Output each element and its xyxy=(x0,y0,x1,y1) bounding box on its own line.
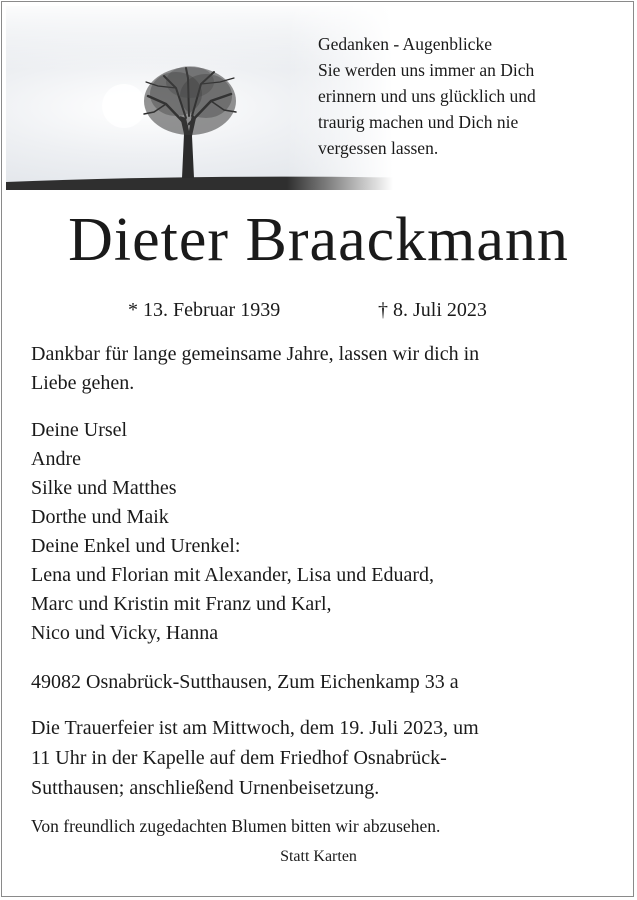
funeral-details xyxy=(31,713,479,803)
flowers-note: Von freundlich zugedachten Blumen bitten wir abzusehen. xyxy=(31,816,441,836)
quote-line: Gedanken - Augenblicke xyxy=(318,34,492,54)
mourner-line: Marc und Kristin mit Franz und Karl, xyxy=(31,593,332,615)
birth-date: * 13. Februar 1939 xyxy=(128,299,281,321)
funeral-line: Sutthausen; anschließend Urnenbeisetzung. xyxy=(31,777,380,799)
death-date: † 8. Juli 2023 xyxy=(378,299,487,321)
funeral-line: 11 Uhr in der Kapelle auf dem Friedhof Osnabrück- xyxy=(31,747,447,769)
quote-line: erinnern und uns glücklich und xyxy=(318,86,536,106)
address-line: 49082 Osnabrück-Sutthausen, Zum Eichenkamp 33 a xyxy=(31,671,459,693)
text-line: Dankbar für lange gemeinsame Jahre, lassen wir dich in xyxy=(31,343,480,365)
mourner-line: Nico und Vicky, Hanna xyxy=(31,622,219,644)
mourner-line: Dorthe und Maik xyxy=(31,506,169,528)
mourners-list xyxy=(31,416,434,648)
quote-line: traurig machen und Dich nie xyxy=(318,112,519,132)
quote-line: vergessen lassen. xyxy=(318,138,439,158)
mourner-line: Deine Enkel und Urenkel: xyxy=(31,535,241,557)
mourner-line: Deine Ursel xyxy=(31,419,128,441)
farewell-text xyxy=(31,340,479,398)
text-line: Liebe gehen. xyxy=(31,372,135,394)
deceased-name: Dieter Braackmann xyxy=(68,206,569,274)
mourner-line: Andre xyxy=(31,448,81,470)
mourner-line: Lena und Florian mit Alexander, Lisa und Eduard, xyxy=(31,564,434,586)
cards-note: Statt Karten xyxy=(280,848,357,865)
mourner-line: Silke und Matthes xyxy=(31,477,177,499)
funeral-line: Die Trauerfeier ist am Mittwoch, dem 19. Juli 2023, um xyxy=(31,717,479,739)
quote-line: Sie werden uns immer an Dich xyxy=(318,60,535,80)
address xyxy=(31,668,459,697)
memorial-quote xyxy=(318,31,628,161)
